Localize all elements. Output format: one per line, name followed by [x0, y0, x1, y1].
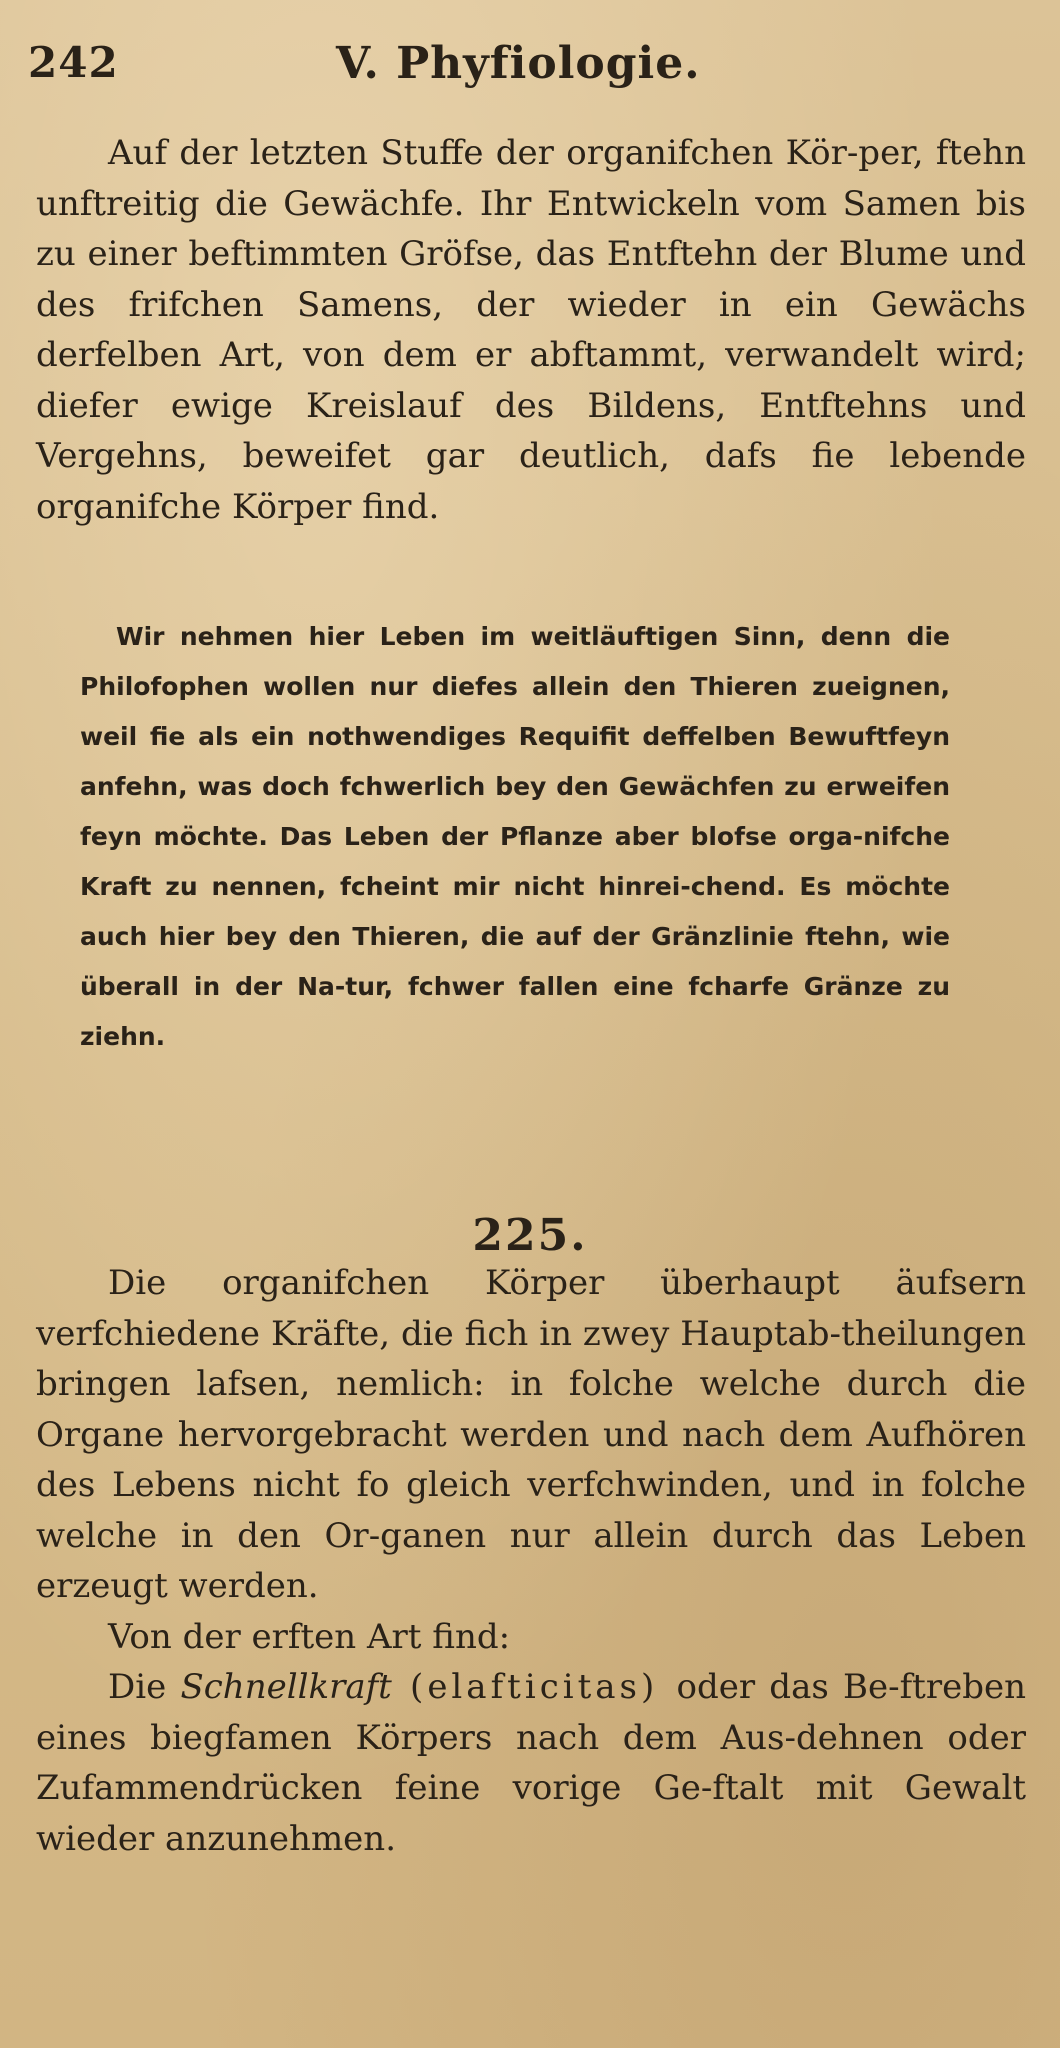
section-number: 225. — [472, 1210, 588, 1261]
page-header — [28, 38, 1020, 98]
paragraph-4 — [36, 1662, 1026, 1864]
paragraph-1: Auf der letzten Stuffe der organifchen Kör-per, ftehn unftreitig die Gewächfe. Ihr Entwickeln vom Samen bis zu einer beftimmten Gröfse, das Entftehn der Blume und des frifchen Samens, der wieder in ein Gewächs derfelben Art, von dem er abftammt, verwandelt wird; diefer ewige Kreislauf des Bildens, Entftehns und Vergehns, beweifet gar deutlich, dafs fie lebende organifche Körper find. — [36, 133, 1026, 527]
paragraph-4-rest: oder das Be-ftreben eines biegfamen Körpers nach dem Aus-dehnen oder Zufammendrücken feine vorige Ge-ftalt mit Gewalt wieder anzunehmen. — [36, 1667, 1026, 1859]
footnote-block — [80, 612, 950, 1062]
running-head: V. Phyfiologie. — [336, 38, 701, 89]
term-schnellkraft: Schnellkraft — [180, 1667, 392, 1707]
body-block-1 — [36, 128, 1026, 532]
paragraph-2: Die organifchen Körper überhaupt äufsern verfchiedene Kräfte, die fich in zwey Hauptab-theilungen bringen lafsen, nemlich: in folche welche durch die Organe hervorgebracht werden und nach dem Aufhören des Lebens nicht fo gleich verfchwinden, und in folche welche in den Or-ganen nur allein durch das Leben erzeugt werden. — [36, 1263, 1026, 1606]
footnote-paragraph: Wir nehmen hier Leben im weitläuftigen Sinn, denn die Philofophen wollen nur diefes allein den Thieren zueignen, weil fie als ein nothwendiges Requifit deffelben Bewuftfeyn anfehn, was doch fchwerlich bey den Gewächfen zu erweifen feyn möchte. Das Leben der Pflanze aber blofse orga-nifche Kraft zu nennen, fcheint mir nicht hinrei-chend. Es möchte auch hier bey den Thieren, die auf der Gränzlinie ftehn, wie überall in der Na-tur, fchwer fallen eine fcharfe Gränze zu ziehn. — [80, 622, 950, 1051]
paragraph-3: Von der erften Art find: — [108, 1616, 511, 1657]
term-latin: (elafticitas) — [391, 1667, 677, 1707]
paragraph-4-prefix: Die — [108, 1667, 181, 1707]
page-number: 242 — [28, 38, 119, 87]
body-block-2 — [36, 1258, 1026, 1864]
